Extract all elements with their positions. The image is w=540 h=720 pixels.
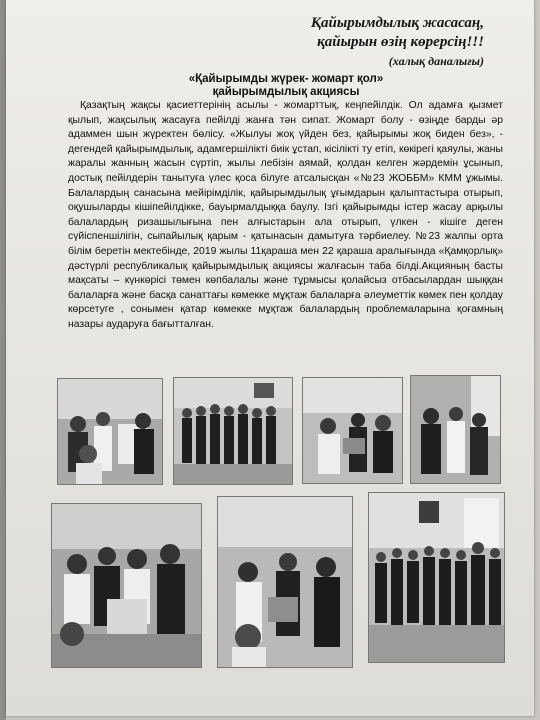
photo-group-with-teacher bbox=[368, 492, 505, 663]
epigraph-line-1: Қайырымдылық жасасаң, bbox=[310, 15, 484, 31]
epigraph-source: (халық даналығы) bbox=[388, 54, 484, 68]
document-page bbox=[6, 0, 534, 716]
epigraph-line-2: қайырын өзің көрерсің!!! bbox=[317, 34, 484, 50]
photo-children-giving-items bbox=[302, 377, 403, 484]
photo-kids-with-boxes bbox=[51, 503, 202, 668]
photo-children-donating bbox=[217, 496, 353, 668]
photo-students-in-hallway bbox=[410, 375, 501, 484]
photo-group-of-students bbox=[173, 377, 293, 485]
article-title-line-2: қайырымдылық акциясы bbox=[212, 86, 360, 98]
article-title-line-1: «Қайырымды жүрек- жомарт қол» bbox=[188, 73, 384, 85]
photo-children-with-donation-boxes bbox=[57, 378, 163, 485]
article-title bbox=[66, 73, 506, 99]
epigraph bbox=[254, 14, 484, 71]
article-body: Қазақтың жақсы қасиеттерінің асылы - жомарттық, кеңпейілдік. Ол адамға қызмет қылып, жақсылық жасауға пейілді жанға тән сипат. Жомарт болу - өзіңде барды әр адаммен шын жүректен бөлісу. «Жылуы жоқ үйден без, қайырымы жоқ биден без», - дегендей қайырымдылық, адамгершілікті биік ұстап, кісілікті ту етіп, көкірегі қаяулы, жаны жаралы жанның жасын сүртіп, жылы лебізін аямай, қолдан келген жәрдемін ұсынып, достық пейілдерін танытуға үлес қоса білуге атсалысқан «№23 ЖОББМ» КММ ұжымы. Балалардың санасына мейірімділік, қайырымдылық ұғымдарын қалыптастыра отырып, оқушыларды кішіпейілдікке, бауырмалдыққа баулу. Ізгі қайырымды істер жасау арқылы балалардың ризашылығына пен алғыстарын ала отырып, үлкен - кішіге деген сүйіспеншілігін, сыпайылық қарым - қатынасын дамытуға тәрбиелеу. №23 жалпы орта білім беретін мектебінде, 2019 жылы 11қараша мен 22 қараша аралығында «Қамқорлық» дәстүрлі республикалық қайырымдылық акциясы жалғасын таба білді.Акцияның басты мақсаты – күнкөрісі төмен көпбалалы және тұрмысы қолайсыз отбасылардан шыққан балаларға және басқа санаттағы көмекке мұқтаж балаларға әлеуметтік көмек пен қолдау көрсетуге , сонымен қатар көмекке мұқтаж балалардың проблемаларына қоғамның назары аударуға бағытталған. bbox=[68, 100, 503, 330]
